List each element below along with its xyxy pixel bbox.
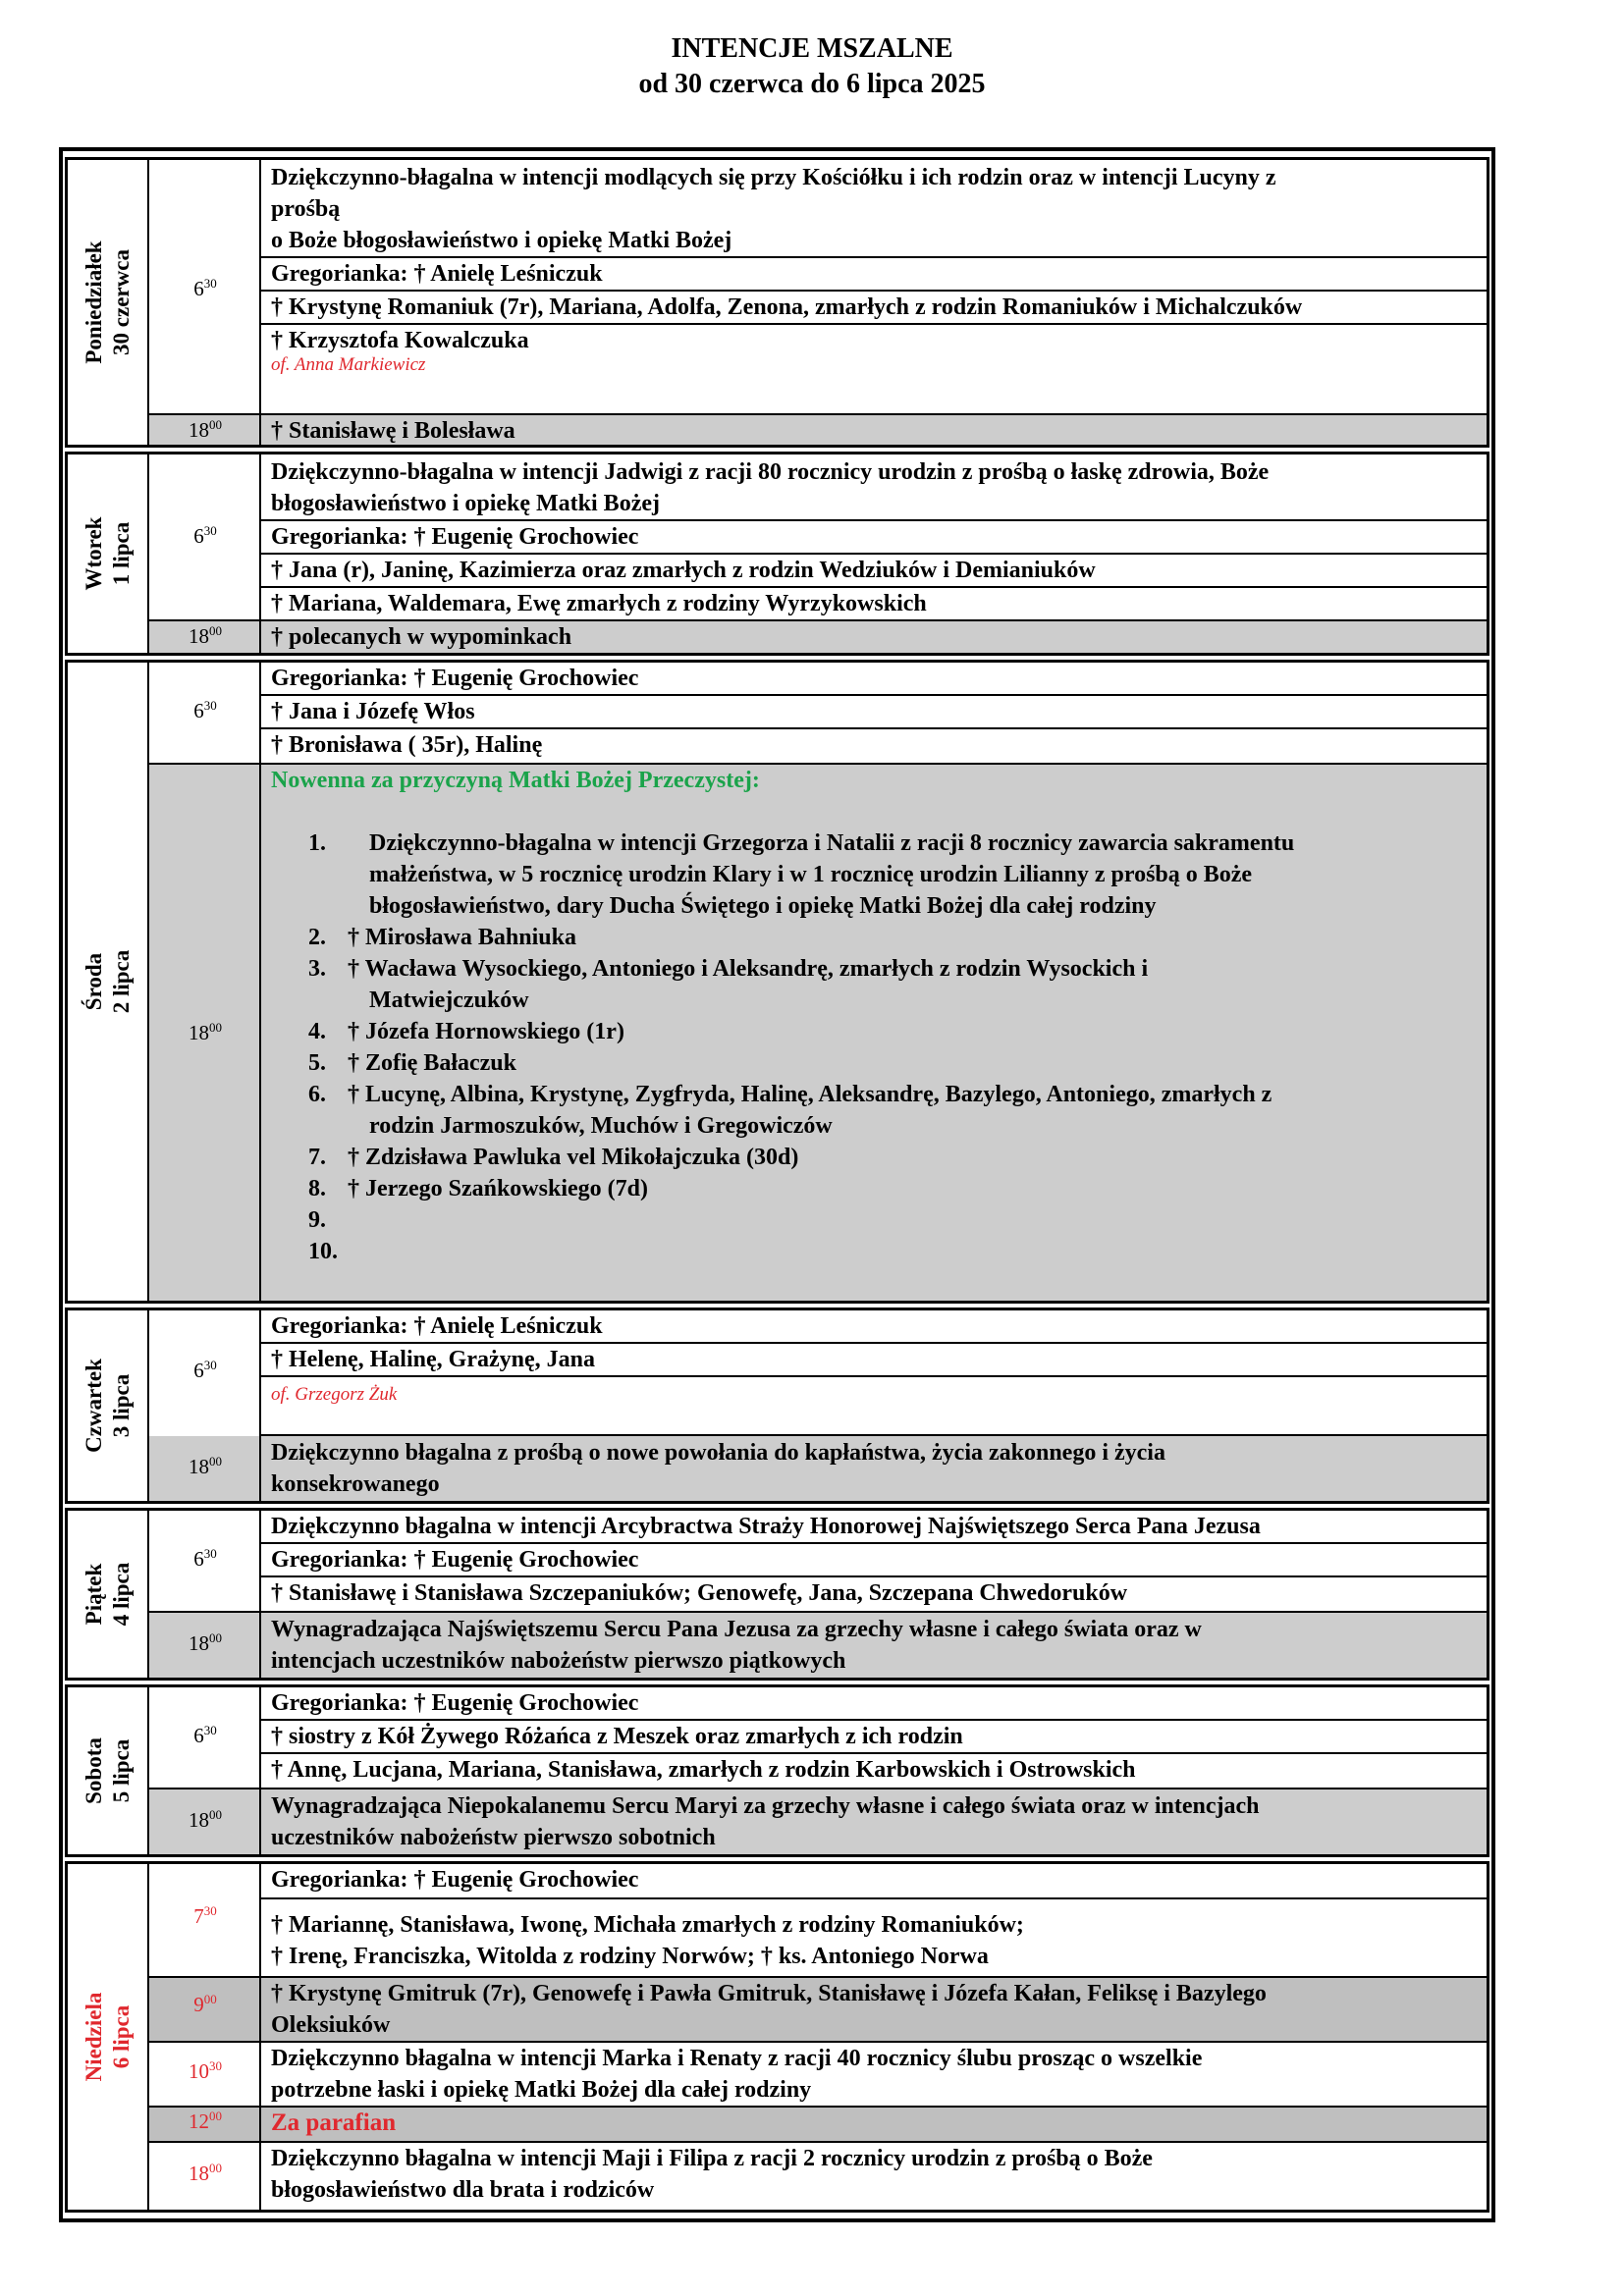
mass-slot-0630	[149, 1310, 1487, 1436]
intention: † Bronisława ( 35r), Halinę	[271, 732, 543, 758]
offering-note: of. Grzegorz Żuk	[271, 1384, 398, 1405]
day-thursday	[65, 1308, 1489, 1504]
mass-time: $9^{00}$	[149, 1978, 261, 2041]
intention: † Annę, Lucjana, Mariana, Stanisława, zmarłych z rodzin Karbowskich i Ostrowskich	[271, 1757, 1136, 1783]
intention: Dziękczynno-błagalna w intencji modlących się przy Kościółku i ich rodzin oraz w intencji Lucyny z prośbą o Boże błogosławieństwo i opiekę Matki Bożej	[261, 160, 1487, 258]
mass-time: $7^{30}$	[149, 1864, 261, 1976]
intention: Dziękczynno błagalna w intencji Arcybractwa Straży Honorowej Najświętszego Serca Pana Jezusa	[261, 1511, 1487, 1544]
intention: Gregorianka: † Anielę Leśniczuk	[261, 1310, 1487, 1344]
intention: † Helenę, Halinę, Grażynę, Jana	[261, 1344, 1487, 1377]
day-friday	[65, 1508, 1489, 1681]
day-label: Sobota 5 lipca	[68, 1687, 149, 1854]
mass-time: $6^{30}$	[149, 1310, 261, 1436]
day-label: Wtorek 1 lipca	[68, 454, 149, 653]
day-label: Czwartek 3 lipca	[68, 1310, 149, 1501]
intention: Gregorianka: † Eugenię Grochowiec	[261, 1864, 1487, 1899]
intention: Wynagradzająca Najświętszemu Sercu Pana Jezusa za grzechy własne i całego świata oraz w intencjach uczestników nabożeństw pierwszo piątkowych	[271, 1617, 1202, 1674]
mass-slot-1800	[149, 619, 1487, 653]
intention: † Krystynę Romaniuk (7r), Mariana, Adolfa, Zenona, zmarłych z rodzin Romaniuków i Michalczuków	[261, 292, 1487, 325]
mass-time: $18^{00}$	[149, 765, 261, 1301]
mass-time: $6^{30}$	[149, 160, 261, 413]
intention: Gregorianka: † Eugenię Grochowiec	[261, 1544, 1487, 1577]
mass-time: $6^{30}$	[149, 1511, 261, 1611]
mass-slot-1800	[149, 1436, 1487, 1501]
intention: Za parafian	[271, 2109, 397, 2136]
mass-slot-0630	[149, 454, 1487, 619]
intention: Gregorianka: † Anielę Leśniczuk	[261, 258, 1487, 292]
intention: † Stanisławę i Bolesława	[271, 418, 515, 444]
day-label: Środa 2 lipca	[68, 663, 149, 1301]
mass-slot-1800	[149, 2141, 1487, 2210]
intention: † Jana (r), Janinę, Kazimierza oraz zmarłych z rodzin Wedziuków i Demianiuków	[261, 555, 1487, 588]
mass-slot-0630	[149, 1687, 1487, 1788]
intention	[261, 1377, 1487, 1436]
mass-time: $10^{30}$	[149, 2043, 261, 2106]
mass-slot-1800	[149, 1611, 1487, 1678]
mass-slot-0630	[149, 160, 1487, 413]
mass-slot-1800	[149, 763, 1487, 1301]
intention: Wynagradzająca Niepokalanemu Sercu Maryi za grzechy własne i całego świata oraz w intencjach uczestników nabożeństw pierwszo sobotnich	[271, 1793, 1260, 1850]
intention: Gregorianka: † Eugenię Grochowiec	[261, 521, 1487, 555]
intention: † siostry z Kół Żywego Różańca z Meszek oraz zmarłych z ich rodzin	[261, 1721, 1487, 1754]
mass-slot-1030	[149, 2041, 1487, 2106]
mass-time: $6^{30}$	[149, 663, 261, 763]
day-tuesday	[65, 452, 1489, 656]
mass-slot-1200	[149, 2106, 1487, 2141]
mass-time: $18^{00}$	[149, 415, 261, 445]
intention: Dziękczynno-błagalna w intencji Jadwigi z racji 80 rocznicy urodzin z prośbą o łaskę zdrowia, Boże błogosławieństwo i opiekę Matki Bożej	[261, 454, 1487, 521]
intention: Dziękczynno błagalna z prośbą o nowe powołania do kapłaństwa, życia zakonnego i życia konsekrowanego	[271, 1440, 1165, 1497]
intention: Gregorianka: † Eugenię Grochowiec	[261, 663, 1487, 696]
novena-list: Nowenna za przyczyną Matki Bożej Przeczystej: 1. Dziękczynno-błagalna w intencji Grzegorza i Natalii z racji 8 rocznicy zawarcia sakramentu małżeństwa, w 5 rocznicę urodzin Klary i w 1 rocznicę urodzin Lilianny z prośbą o Boże błogosławieństwo, dary Ducha Świętego i opiekę Matki Bożej dla całej rodziny 2. † Mirosława Bahniuka 3. † Wacława Wysockiego, Antoniego i Aleksandrę, zmarłych z rodzin Wysockich i Matwiejczuków 4. † Józefa Hornowskiego (1r) 5. † Zofię Bałaczuk 6. † Lucynę, Albina, Krystynę, Zygfryda, Halinę, Aleksandrę, Bazylego, Antoniego, zmarłych z rodzin Jarmoszuków, Muchów i Gregowiczów 7. † Zdzisława Pawluka vel Mikołajczuka (30d) 8. † Jerzego Szańkowskiego (7d) 9. 10.	[261, 765, 1487, 1301]
intention: † Krzysztofa Kowalczuka	[271, 328, 529, 353]
intention: Dziękczynno błagalna w intencji Marka i Renaty z racji 40 rocznicy ślubu prosząc o wszelkie potrzebne łaski i opiekę Matki Bożej dla całej rodziny	[271, 2046, 1203, 2103]
mass-time: $12^{00}$	[149, 2108, 261, 2141]
mass-time: $18^{00}$	[149, 1436, 261, 1501]
day-label: Poniedziałek 30 czerwca	[68, 160, 149, 445]
intention: † Mariana, Waldemara, Ewę zmarłych z rodziny Wyrzykowskich	[271, 591, 927, 616]
mass-slot-0900	[149, 1976, 1487, 2041]
mass-slot-1800	[149, 1788, 1487, 1854]
mass-time: $18^{00}$	[149, 1789, 261, 1854]
mass-slot-0730	[149, 1864, 1487, 1976]
intention: † Mariannę, Stanisława, Iwonę, Michała zmarłych z rodziny Romaniuków; † Irenę, Franciszka, Witolda z rodziny Norwów; † ks. Antoniego Norwa	[271, 1912, 1024, 1969]
intention: † Krystynę Gmitruk (7r), Genowefę i Pawła Gmitruk, Stanisławę i Józefa Kałan, Feliksę i Bazylego Oleksiuków	[271, 1981, 1267, 2038]
day-label: Piątek 4 lipca	[68, 1511, 149, 1678]
mass-time: $6^{30}$	[149, 454, 261, 619]
mass-slot-0630	[149, 1511, 1487, 1611]
intention: † Jana i Józefę Włos	[261, 696, 1487, 729]
day-label: Niedziela 6 lipca	[68, 1864, 149, 2210]
intention: † polecanych w wypominkach	[271, 624, 572, 650]
mass-time: $18^{00}$	[149, 621, 261, 653]
mass-time: $18^{00}$	[149, 1613, 261, 1678]
mass-slot-0630	[149, 663, 1487, 763]
mass-time: $18^{00}$	[149, 2143, 261, 2210]
offering-note: of. Anna Markiewicz	[271, 354, 426, 375]
day-wednesday	[65, 660, 1489, 1304]
page-title: INTENCJE MSZALNE	[671, 33, 953, 64]
page-subtitle: od 30 czerwca do 6 lipca 2025	[638, 69, 986, 99]
day-sunday	[65, 1861, 1489, 2213]
intention: Gregorianka: † Eugenię Grochowiec	[261, 1687, 1487, 1721]
mass-time: $6^{30}$	[149, 1687, 261, 1788]
novena-heading: Nowenna za przyczyną Matki Bożej Przeczystej:	[271, 768, 760, 793]
day-monday	[65, 157, 1489, 448]
mass-slot-1800	[149, 413, 1487, 445]
intention: † Stanisławę i Stanisława Szczepaniuków; Genowefę, Jana, Szczepana Chwedoruków	[271, 1580, 1128, 1606]
day-saturday	[65, 1684, 1489, 1857]
intention: Dziękczynno błagalna w intencji Maji i Filipa z racji 2 rocznicy urodzin z prośbą o Boże błogosławieństwo dla brata i rodziców	[271, 2146, 1153, 2203]
